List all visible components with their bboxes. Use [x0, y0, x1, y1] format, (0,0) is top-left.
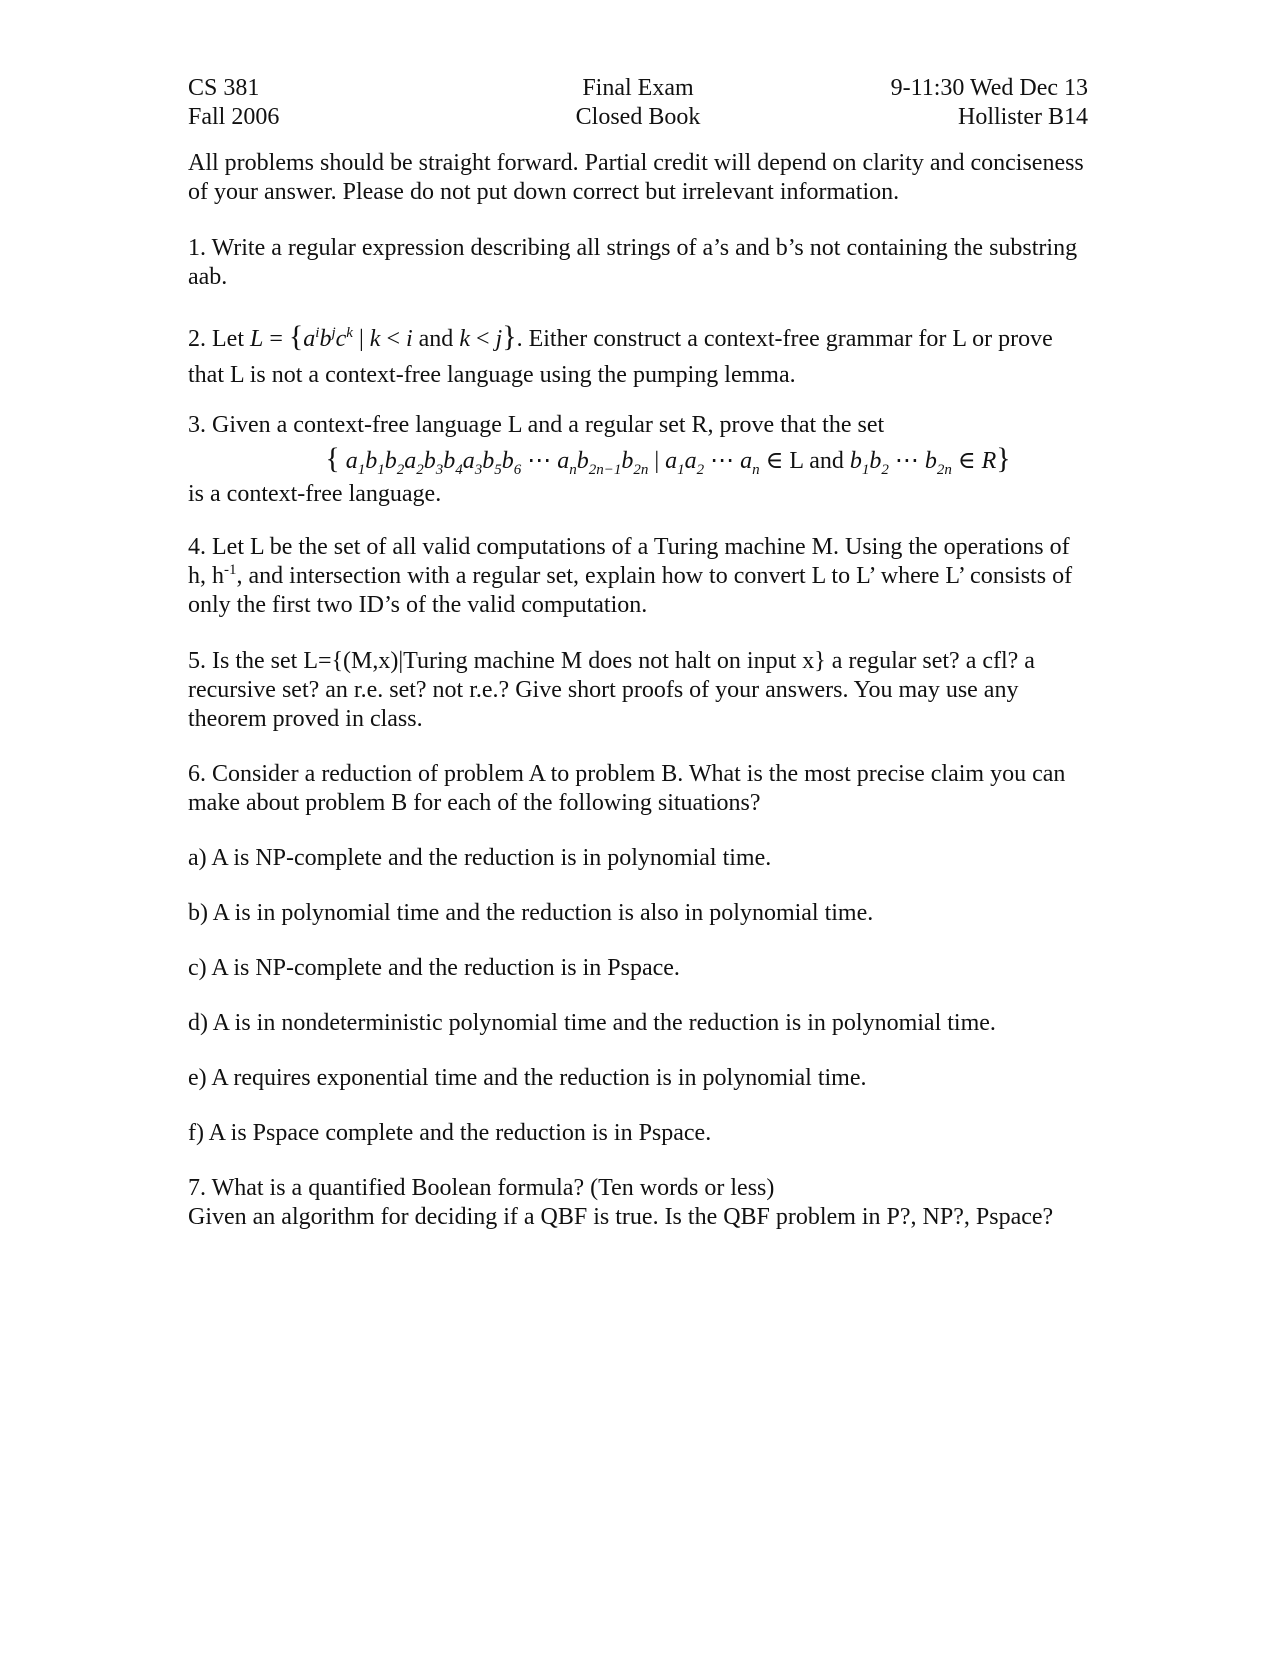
header-right: [891, 74, 1088, 132]
problem-7-line-2: Given an algorithm for deciding if a QBF is true. Is the QBF problem in P?, NP?, Pspace?: [188, 1204, 1054, 1230]
exam-header: [188, 74, 1088, 134]
problem-2: 2. Let $L = \{a^ib^jc^k$ | k < i and k < j}. Either construct a context-free grammar for L or prove that L is not a context-free language using the pumping lemma.: [188, 320, 1053, 388]
course-number: CS 381: [188, 75, 260, 101]
problem-5: 5. Is the set L={(M,x)|Turing machine M does not halt on input x} a regular set? a cfl? a recursive set? an r.e. set? not r.e.? Give short proofs of your answers. You may use any theorem proved in class.: [188, 648, 1035, 732]
problem-3-intro: 3. Given a context-free language L and a regular set R, prove that the set: [188, 412, 885, 438]
exam-body: [188, 149, 1088, 1232]
exam-title: Final Exam: [582, 75, 694, 101]
problem-2-prefix: 2. Let: [188, 326, 244, 352]
set-expression: { $a_1b_1b_2a_2b_3b_4a_3b_5b_6$ ⋯ $a_nb_{2n-1}b_{2n}$ | $a_1a_2$ ⋯ $a_n$ ∈ L and $b_1b_2$ ⋯ $b_{2n}$ ∈ R}: [325, 442, 1011, 478]
problem-6-item-e: e) A requires exponential time and the reduction is in polynomial time.: [188, 1065, 867, 1091]
exam-format: Closed Book: [575, 104, 701, 130]
language-definition: L: [249, 326, 264, 352]
instructions: All problems should be straight forward. Partial credit will depend on clarity and conciseness of your answer. Please do not put down correct but irrelevant information.: [188, 150, 1084, 205]
problem-6-item-a: a) A is NP-complete and the reduction is in polynomial time.: [188, 845, 772, 871]
problem-6-item-f: f) A is Pspace complete and the reduction is in Pspace.: [188, 1120, 712, 1146]
exam-time: 9-11:30 Wed Dec 13: [890, 75, 1088, 101]
problem-6-intro: 6. Consider a reduction of problem A to problem B. What is the most precise claim you can make about problem B for each of the following situations?: [188, 761, 1066, 816]
problem-1: 1. Write a regular expression describing all strings of a’s and b’s not containing the substring aab.: [188, 235, 1078, 290]
problem-7: [188, 1174, 1088, 1232]
problem-6: [188, 760, 1088, 1148]
problem-6-item-c: c) A is NP-complete and the reduction is in Pspace.: [188, 955, 680, 981]
problem-4-text-b: , and intersection with a regular set, explain how to convert L to L’ where L’ consists of only the first two ID’s of the valid computation.: [188, 563, 1073, 618]
problem-4: [188, 533, 1088, 620]
term: Fall 2006: [188, 104, 280, 130]
exam-room: Hollister B14: [958, 104, 1088, 130]
problem-7-line-1: 7. What is a quantified Boolean formula? (Ten words or less): [188, 1175, 775, 1201]
inverse-exponent: -1: [224, 562, 237, 578]
problem-3-outro: is a context-free language.: [188, 481, 442, 507]
problem-6-item-b: b) A is in polynomial time and the reduction is also in polynomial time.: [188, 900, 874, 926]
problem-3: [188, 411, 1088, 509]
problem-2-suffix: . Either construct a context-free grammar for L or prove that L is not a context-free language using the pumping lemma.: [188, 326, 1053, 388]
problem-6-item-d: d) A is in nondeterministic polynomial time and the reduction is in polynomial time.: [188, 1010, 996, 1036]
problem-4-text-a: 4. Let L be the set of all valid computations of a Turing machine M. Using the operations of h, h: [188, 534, 1070, 589]
